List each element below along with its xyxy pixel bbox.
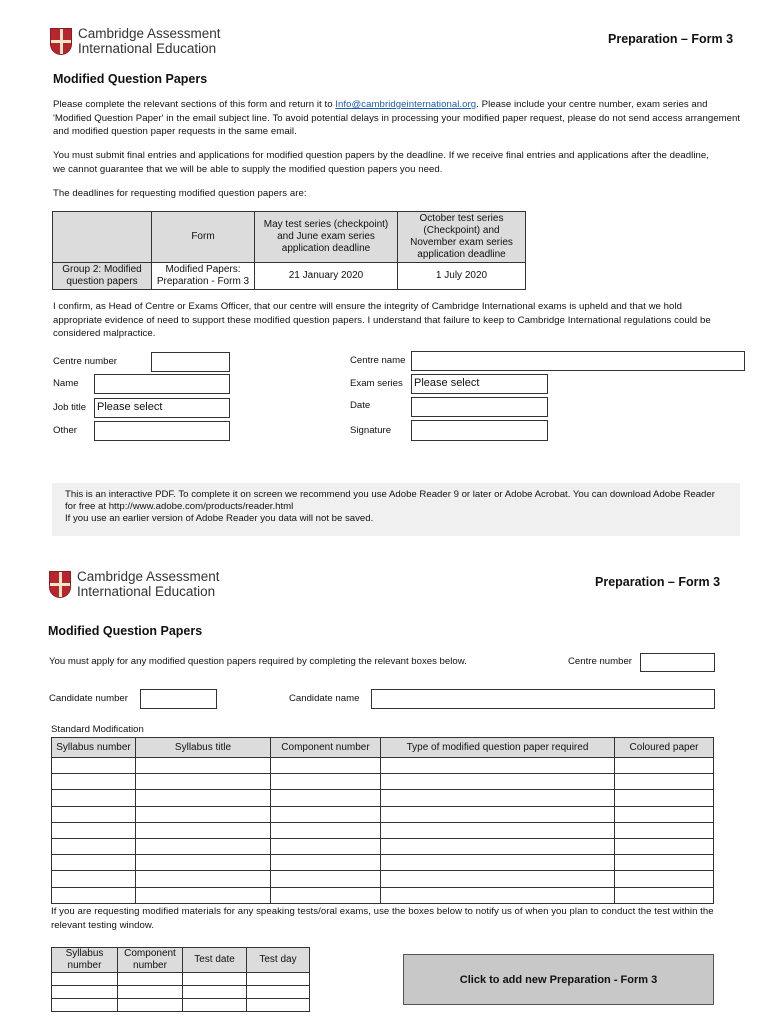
date-input[interactable] [411,397,548,417]
intro-text-2: . Please include your centre number, exam series and 'Modified Question Paper' in the email subject line. To avoid potential delays in processing your modified paper request, please do not send access arrangement and modified question paper requests in the same email. [53,99,741,138]
table-row [52,790,714,806]
table-input-cell[interactable] [183,973,247,986]
deadline-paragraph: You must submit final entries and applications for modified question papers by the deadline. If we receive final entries and applications after the deadline, we cannot guarantee that we will be able to supply the modified question papers you need. [53,150,709,175]
deadline-intro: The deadlines for requesting modified question papers are: [53,188,307,199]
centre-number-label: Centre number [568,656,632,667]
table-input-cell[interactable] [136,822,271,838]
exam-series-label: Exam series [350,378,403,389]
table-row [52,973,310,986]
apply-intro: You must apply for any modified question papers required by completing the relevant boxes below. [49,656,467,667]
deadline-table [52,211,526,290]
candidate-number-input[interactable] [140,689,217,709]
table-input-cell[interactable] [615,855,714,871]
table-header: October test series (Checkpoint) and November exam series application deadline [398,212,526,263]
name-input[interactable] [94,374,230,394]
table-input-cell[interactable] [118,986,183,999]
table-input-cell[interactable] [136,806,271,822]
table-input-cell[interactable] [381,838,615,854]
table-input-cell[interactable] [183,999,247,1012]
table-input-cell[interactable] [381,806,615,822]
table-input-cell[interactable] [271,838,381,854]
table-input-cell[interactable] [615,838,714,854]
table-input-cell[interactable] [52,790,136,806]
centre-number-input[interactable] [640,653,715,672]
table-row [52,774,714,790]
table-input-cell[interactable] [271,806,381,822]
add-new-form-button[interactable]: Click to add new Preparation - Form 3 [403,954,714,1005]
interactive-pdf-notice [52,483,740,536]
table-input-cell[interactable] [247,986,310,999]
table-input-cell[interactable] [136,758,271,774]
form-tag: Preparation – Form 3 [608,32,734,46]
table-input-cell[interactable] [136,871,271,887]
table-input-cell[interactable] [271,887,381,903]
notice-line: This is an interactive PDF. To complete it on screen we recommend you use Adobe Reader 9 or later or Adobe Acrobat. You can download Adobe Reader for free at http://www.adobe.com/products/reader.html [65,489,715,512]
shield-icon [49,571,71,598]
table-header: Coloured paper [615,738,714,758]
table-input-cell[interactable] [52,999,118,1012]
table-header: Component number [118,948,183,973]
table-row [52,822,714,838]
centre-name-label: Centre name [350,355,406,366]
table-input-cell[interactable] [615,887,714,903]
candidate-name-label: Candidate name [289,693,360,704]
table-input-cell[interactable] [136,887,271,903]
candidate-number-label: Candidate number [49,693,128,704]
table-input-cell[interactable] [615,790,714,806]
logo-line1: Cambridge Assessment [78,26,221,41]
centre-number-label: Centre number [53,356,117,367]
table-header: Type of modified question paper required [381,738,615,758]
table-input-cell[interactable] [118,999,183,1012]
table-row [52,758,714,774]
table-input-cell[interactable] [52,822,136,838]
other-input[interactable] [94,421,230,441]
table-input-cell[interactable] [381,774,615,790]
table-header: Syllabus title [136,738,271,758]
exam-series-select[interactable]: Please select [411,374,548,394]
centre-number-input[interactable] [151,352,230,372]
cambridge-logo [50,26,221,56]
oral-exam-text: If you are requesting modified materials for any speaking tests/oral exams, use the boxes below to notify us of when you plan to conduct the test within the relevant testing window. [51,906,714,931]
table-cell: 21 January 2020 [255,263,398,290]
candidate-name-input[interactable] [371,689,715,709]
table-input-cell[interactable] [136,855,271,871]
table-input-cell[interactable] [247,973,310,986]
shield-icon [50,28,72,55]
table-input-cell[interactable] [52,855,136,871]
table-input-cell[interactable] [381,855,615,871]
table-input-cell[interactable] [381,790,615,806]
table-input-cell[interactable] [271,758,381,774]
table-cell: Group 2: Modified question papers [53,263,152,290]
name-label: Name [53,378,79,389]
table-header: Component number [271,738,381,758]
table-input-cell[interactable] [381,822,615,838]
page-title: Modified Question Papers [53,72,208,86]
table-input-cell[interactable] [52,806,136,822]
logo-line1: Cambridge Assessment [77,569,220,584]
table-row [52,986,310,999]
table-cell: Modified Papers: Preparation - Form 3 [152,263,255,290]
page-title: Modified Question Papers [48,624,203,638]
other-label: Other [53,425,77,436]
table-input-cell[interactable] [381,758,615,774]
date-label: Date [350,400,371,411]
logo-line2: International Education [77,584,216,599]
oral-exam-table [51,947,310,1012]
signature-input[interactable] [411,420,548,441]
email-link[interactable]: Info@cambridgeinternational.org [335,99,477,110]
table-input-cell[interactable] [52,758,136,774]
table-header: Syllabus number [52,948,118,973]
table-input-cell[interactable] [381,887,615,903]
centre-name-input[interactable] [411,351,745,371]
table-input-cell[interactable] [52,986,118,999]
table-header: Test day [247,948,310,973]
form-tag: Preparation – Form 3 [595,575,721,589]
modification-table [51,737,714,904]
cambridge-logo [49,569,220,599]
job-title-select[interactable]: Please select [94,398,230,418]
table-input-cell[interactable] [271,774,381,790]
table-header: Syllabus number [52,738,136,758]
table-input-cell[interactable] [118,973,183,986]
table-input-cell[interactable] [52,871,136,887]
table-cell: 1 July 2020 [398,263,526,290]
signature-label: Signature [350,425,392,436]
table-input-cell[interactable] [52,774,136,790]
standard-modification-label: Standard Modification [51,724,144,735]
table-header: Form [152,212,255,263]
table-input-cell[interactable] [271,855,381,871]
table-row [52,871,714,887]
intro-text: Please complete the relevant sections of this form and return it to [53,99,336,110]
notice-line: If you use an earlier version of Adobe Reader you data will not be saved. [65,513,374,524]
table-header: Test date [183,948,247,973]
table-row [52,806,714,822]
table-input-cell[interactable] [615,806,714,822]
table-header [53,212,152,263]
table-input-cell[interactable] [52,887,136,903]
intro-paragraph [53,98,743,139]
table-row [52,999,310,1012]
table-input-cell[interactable] [136,790,271,806]
table-input-cell[interactable] [615,822,714,838]
table-header: May test series (checkpoint) and June exam series application deadline [255,212,398,263]
table-row [52,838,714,854]
job-title-label: Job title [53,402,87,413]
table-input-cell[interactable] [271,822,381,838]
logo-line2: International Education [78,41,217,56]
table-input-cell[interactable] [183,986,247,999]
confirmation-text: I confirm, as Head of Centre or Exams Officer, that our centre will ensure the integrity of Cambridge International exams is upheld and that we hold appropriate evidence of need to support these modified question papers. I understand that failure to keep to Cambridge International regulations could be considered malpractice. [53,301,711,340]
table-input-cell[interactable] [615,871,714,887]
table-input-cell[interactable] [136,774,271,790]
table-input-cell[interactable] [381,871,615,887]
table-input-cell[interactable] [247,999,310,1012]
table-row [52,887,714,903]
table-input-cell[interactable] [615,758,714,774]
table-input-cell[interactable] [52,838,136,854]
table-input-cell[interactable] [615,774,714,790]
table-input-cell[interactable] [136,838,271,854]
table-input-cell[interactable] [271,871,381,887]
table-input-cell[interactable] [271,790,381,806]
table-row [52,855,714,871]
table-input-cell[interactable] [52,973,118,986]
